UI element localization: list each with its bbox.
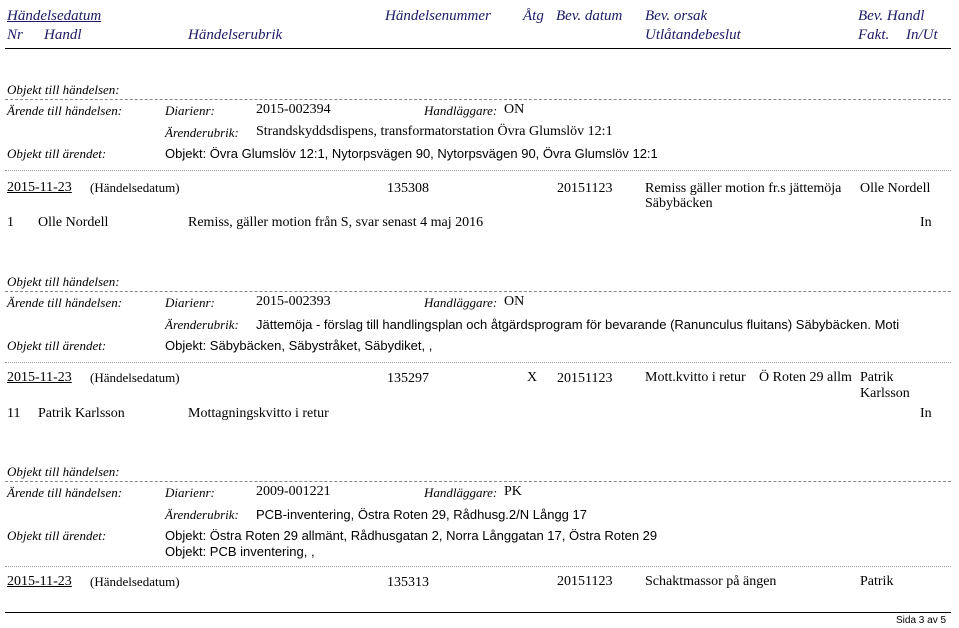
arenderubrik-label: Ärenderubrik: bbox=[165, 507, 239, 522]
bev-datum-value: 20151123 bbox=[557, 574, 613, 589]
bev-datum-value: 20151123 bbox=[557, 181, 613, 196]
header-rule bbox=[5, 48, 951, 49]
record-separator bbox=[5, 99, 951, 100]
event-date: 2015-11-23 bbox=[7, 574, 72, 589]
bev-handl-value: Patrik bbox=[860, 574, 894, 589]
handl-value: Olle Nordell bbox=[38, 215, 109, 230]
bev-handl-value: Olle Nordell bbox=[860, 181, 931, 196]
col-atg: Åtg bbox=[523, 8, 544, 24]
bev-orsak-value: Schaktmassor på ängen bbox=[645, 574, 777, 589]
objekt-till-handelsen-label: Objekt till händelsen: bbox=[7, 82, 120, 97]
objekt-till-arendet-label: Objekt till ärendet: bbox=[7, 528, 107, 543]
handelsenummer-value: 135308 bbox=[387, 181, 429, 196]
col-bev-datum: Bev. datum bbox=[556, 8, 623, 24]
utlatande-value: Ö Roten 29 allm bbox=[759, 370, 852, 385]
atg-value: X bbox=[527, 370, 538, 385]
arende-label: Ärende till händelsen: bbox=[7, 485, 123, 500]
in-ut-value: In bbox=[920, 406, 932, 421]
handelserubrik-value: Mottagningskvitto i retur bbox=[188, 406, 329, 421]
bev-orsak-value: Mott.kvitto i retur bbox=[645, 370, 746, 385]
col-in-ut: In/Ut bbox=[906, 27, 938, 43]
bev-handl-value-2: Karlsson bbox=[860, 386, 910, 401]
record-separator bbox=[5, 481, 951, 482]
handelsenummer-value: 135297 bbox=[387, 371, 429, 386]
nr-value: 11 bbox=[7, 406, 21, 421]
arenderubrik-value: PCB-inventering, Östra Roten 29, Rådhusg.2/N Långg 17 bbox=[256, 507, 587, 522]
handlaggare-value: ON bbox=[504, 294, 525, 309]
dotted-divider bbox=[5, 170, 951, 171]
arende-label: Ärende till händelsen: bbox=[7, 295, 123, 310]
diarienr-label: Diarienr: bbox=[165, 103, 215, 118]
dotted-divider bbox=[5, 362, 951, 363]
col-utlatandebeslut: Utlåtandebeslut bbox=[645, 27, 741, 43]
arende-label: Ärende till händelsen: bbox=[7, 103, 123, 118]
col-bev-handl: Bev. Handl bbox=[858, 8, 925, 24]
diarienr-value: 2009-001221 bbox=[256, 484, 331, 499]
handelsedatum-tag: (Händelsedatum) bbox=[90, 180, 180, 195]
in-ut-value: In bbox=[920, 215, 932, 230]
col-handelserubrik: Händelserubrik bbox=[188, 27, 283, 43]
bev-orsak-value: Remiss gäller motion fr.s jättemöja bbox=[645, 181, 842, 196]
bev-datum-value: 20151123 bbox=[557, 371, 613, 386]
objekt-till-arendet-label: Objekt till ärendet: bbox=[7, 146, 107, 161]
handelsedatum-tag: (Händelsedatum) bbox=[90, 574, 180, 589]
handl-value: Patrik Karlsson bbox=[38, 406, 125, 421]
nr-value: 1 bbox=[7, 215, 14, 230]
handlaggare-label: Handläggare: bbox=[424, 103, 498, 118]
objekt-till-handelsen-label: Objekt till händelsen: bbox=[7, 274, 120, 289]
handlaggare-label: Handläggare: bbox=[424, 295, 498, 310]
objekt-till-arendet-label: Objekt till ärendet: bbox=[7, 338, 107, 353]
handlaggare-label: Handläggare: bbox=[424, 485, 498, 500]
objekt-value-2: Objekt: PCB inventering, , bbox=[165, 544, 315, 559]
objekt-till-handelsen-label: Objekt till händelsen: bbox=[7, 464, 120, 479]
handelsenummer-value: 135313 bbox=[387, 575, 429, 590]
arenderubrik-label: Ärenderubrik: bbox=[165, 317, 239, 332]
handlaggare-value: ON bbox=[504, 102, 525, 117]
objekt-value: Objekt: Säbybäcken, Säbystråket, Säbydiket, , bbox=[165, 338, 433, 353]
col-handelsenummer: Händelsenummer bbox=[385, 8, 491, 24]
arenderubrik-value: Strandskyddsdispens, transformatorstation Övra Glumslöv 12:1 bbox=[256, 124, 613, 139]
handlaggare-value: PK bbox=[504, 484, 522, 499]
event-date: 2015-11-23 bbox=[7, 370, 72, 385]
dotted-divider bbox=[5, 566, 951, 567]
diarienr-value: 2015-002394 bbox=[256, 102, 331, 117]
page-number: Sida 3 av 5 bbox=[896, 615, 947, 626]
col-fakt: Fakt. bbox=[858, 27, 890, 43]
col-handelsedatum: Händelsedatum bbox=[7, 8, 102, 24]
event-date: 2015-11-23 bbox=[7, 180, 72, 195]
col-handl: Handl bbox=[44, 27, 82, 43]
record-separator bbox=[5, 291, 951, 292]
diarienr-label: Diarienr: bbox=[165, 295, 215, 310]
objekt-value: Objekt: Östra Roten 29 allmänt, Rådhusgatan 2, Norra Långgatan 17, Östra Roten 29 bbox=[165, 528, 658, 543]
objekt-value: Objekt: Övra Glumslöv 12:1, Nytorpsvägen 90, Nytorpsvägen 90, Övra Glumslöv 12:1 bbox=[165, 146, 658, 161]
bev-handl-value: Patrik bbox=[860, 370, 894, 385]
handelserubrik-value: Remiss, gäller motion från S, svar senast 4 maj 2016 bbox=[188, 215, 484, 230]
footer-rule bbox=[5, 612, 951, 613]
diarienr-label: Diarienr: bbox=[165, 485, 215, 500]
arenderubrik-value: Jättemöja - förslag till handlingsplan och åtgärdsprogram för bevarande (Ranunculus fluitans) Säbybäcken. Moti bbox=[256, 317, 900, 332]
col-bev-orsak: Bev. orsak bbox=[645, 8, 708, 24]
diarienr-value: 2015-002393 bbox=[256, 294, 331, 309]
handelsedatum-tag: (Händelsedatum) bbox=[90, 370, 180, 385]
arenderubrik-label: Ärenderubrik: bbox=[165, 125, 239, 140]
col-nr: Nr bbox=[7, 27, 23, 43]
utlatande-value: Säbybäcken bbox=[645, 196, 713, 211]
